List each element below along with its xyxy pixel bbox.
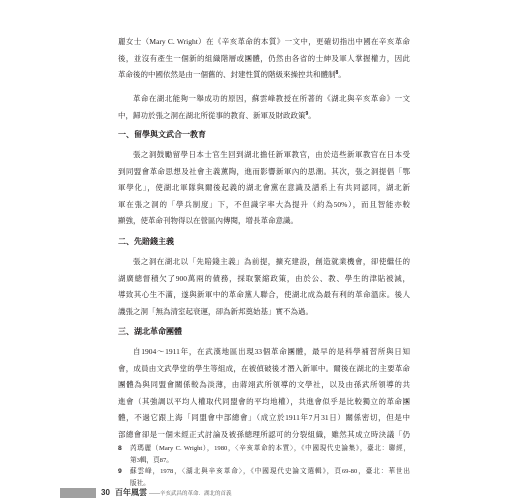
footnote-ref: 8: [335, 70, 339, 77]
text-line: 麗女士（Mary C. Wright）在《辛亥革命的本質》一文中，更確切指出中國在辛亥革命: [118, 37, 410, 46]
text-line: 體，不過它跟上海「同盟會中部總會」（成立於1911年7月31日）關係密切，但是中: [118, 413, 410, 423]
text-line: 部總會卻是一個未經正式討論及被孫總理所認可的分裂組織，雖然其成立時決議「仍: [118, 429, 410, 439]
text-line: 顯強，使革命刊物得以在營區內傳閱，增長革命意識。: [118, 216, 298, 226]
text-line: [118, 108, 410, 125]
text-line: 軍在張之洞的「學兵制度」下，不但識字率大為提升（約為50%），而且智能亦較: [118, 199, 410, 209]
paragraph: [118, 147, 410, 230]
text-line: [118, 67, 410, 84]
text-line: 湖廣總督積欠了900萬兩的債務，採取緊縮政策，由於公、教、學生的津貼被減，: [118, 273, 410, 283]
text-line: 團體為與同盟會關係較為淡薄，由蔣翊武所領導的文學社，以及由孫武所領導的共: [118, 380, 410, 390]
book-title: 百年風雲: [115, 488, 147, 497]
section-heading: 一、留學與文武合一教育: [118, 130, 206, 139]
text-run: 中，歸功於張之洞在湖北所從事的教育、新軍及財政政策: [118, 110, 306, 120]
footnote-number: 9: [118, 468, 122, 475]
text-run: 。: [338, 70, 346, 80]
paragraph-continued: [118, 34, 410, 84]
text-line: 譏張之洞「無為清室起衰運，卻為新邦奠始基」實不為過。: [118, 306, 313, 316]
footnote: [118, 466, 410, 489]
footnote: [118, 443, 410, 466]
text-line: 張之洞在湖北以「先賠錢主義」為前提，擴充建設，創造就業機會，卻使繼任的: [133, 257, 410, 266]
paragraph: [118, 91, 410, 124]
text-line: 導致其心生不滿，遂與新軍中的革命黨人聯合，使湖北成為最有利的革命溫床。後人: [118, 290, 410, 300]
text-line: 自1904～1911年，在武漢地區出現33個革命團體，最早的是科學補習所與日知: [133, 347, 410, 356]
text-line: 軍學化」，使湖北軍隊與爾後起義的湖北會黨在意識及譜系上有共同認同，湖北新: [118, 183, 410, 193]
section-heading: 二、先賠錢主義: [118, 237, 174, 246]
footnote-line: 版社。: [130, 479, 150, 487]
text-line: 張之洞鼓勵留學日本士官生回到湖北擔任新軍教官，由於這些新軍教官在日本受: [133, 150, 410, 159]
book-subtitle: ——辛亥武昌的革命．湖北的首義: [149, 490, 232, 497]
text-line: 到同盟會革命思想及社會主義薰陶，進而影響新軍內的思潮。其次，張之洞提倡「鄂: [118, 166, 410, 176]
footnote-line: 第3輯，頁87。: [130, 456, 173, 464]
section-heading: 三、湖北革命團體: [118, 327, 182, 336]
paragraph: [118, 344, 410, 444]
page-number: 30: [101, 488, 110, 497]
text-line: 後，並沒有產生一個新的組織階層或團體，仍然由各省的士紳及軍人掌握權力，因此: [118, 53, 410, 63]
footnote-line: 芮瑪麗（Mary C. Wright），1980，〈辛亥革命的本質〉，《中國現代史論集》，臺北：聯經，: [130, 445, 410, 452]
text-line: 革命在湖北能夠一舉成功的原因，蘇雲峰教授在所著的《湖北與辛亥革命》一文: [133, 94, 410, 103]
text-run: 革命後的中國依然是由一個舊的、封建性質的階級來操控共和體制: [118, 70, 336, 80]
footnote-line: 蘇雲峰，1978，〈湖北與辛亥革命〉，《中國現代史論文選輯》，頁69-80，臺北：華世出: [130, 468, 410, 475]
footer-tab: [60, 488, 96, 498]
footnote-number: 8: [118, 445, 122, 452]
paragraph: [118, 254, 410, 320]
footnote-ref: 9: [305, 110, 309, 117]
text-run: 。: [308, 110, 316, 120]
text-line: 會，成員由文武學堂的學生等組成，在被偵破後才潛入新軍中。爾後在湖北的主要革命: [118, 363, 410, 373]
text-line: 進會（其強調以平均人權取代同盟會的平均地權），共進會似乎是比較獨立的革命團: [118, 396, 410, 406]
